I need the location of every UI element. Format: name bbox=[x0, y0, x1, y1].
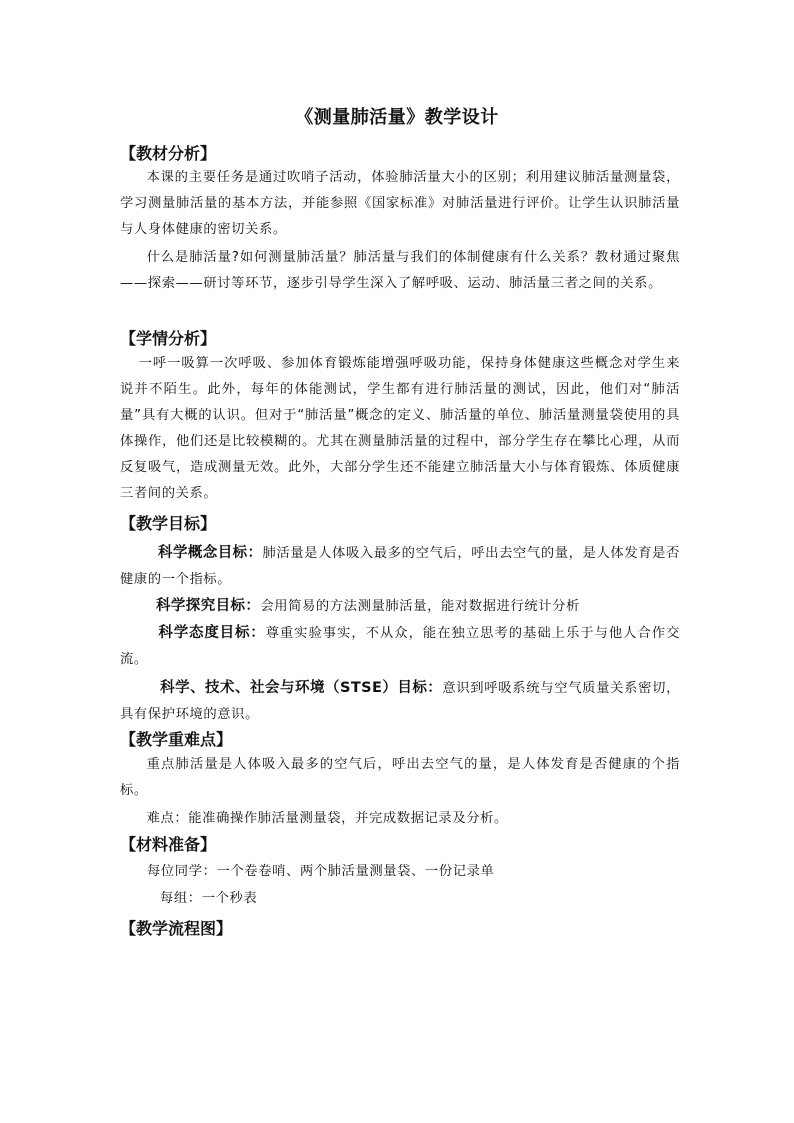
goal-science-concept-text: 肺活量是人体吸入最多的空气后，呼出去空气的量，是人体发育是否健康的一个指标。 bbox=[120, 546, 680, 587]
student-analysis-paragraph: 一呼一吸算一次呼吸、参加体育锻炼能增强呼吸功能，保持身体健康这些概念对学生来说并不陌生。此外，每年的体能测试，学生都有进行肺活量的测试，因此，他们对“肺活量”具有大概的认识。但对于“肺活量”概念的定义、肺活量的单位、肺活量测量袋使用的具体操作，他们还是比较模糊的。尤其在测量肺活量的过程中，部分学生存在攀比心理，从而反复吸气，造成测量无效。此外，大部分学生还不能建立肺活量大小与体育锻炼、体质健康三者间的关系。 bbox=[120, 356, 680, 501]
heading-textbook-analysis: 【教材分析】 bbox=[120, 144, 217, 163]
heading-teaching-flowchart: 【教学流程图】 bbox=[120, 919, 233, 938]
materials-per-student: 每位同学：一个卷卷哨、两个肺活量测量袋、一份记录单 bbox=[147, 864, 495, 879]
document-title: 《测量肺活量》教学设计 bbox=[295, 107, 499, 128]
heading-student-analysis: 【学情分析】 bbox=[120, 329, 217, 348]
goal-science-inquiry bbox=[120, 593, 680, 620]
heading-materials: 【材料准备】 bbox=[120, 835, 217, 854]
heading-key-difficult-points: 【教学重难点】 bbox=[120, 730, 233, 749]
goal-science-inquiry-text: 会用简易的方法测量肺活量，能对数据进行统计分析 bbox=[260, 599, 580, 614]
goal-science-inquiry-label: 科学探究目标： bbox=[156, 598, 261, 614]
goal-science-attitude-label: 科学态度目标： bbox=[158, 625, 266, 641]
goal-stse-label: 科学、技术、社会与环境（STSE）目标： bbox=[160, 680, 443, 696]
goal-science-attitude-text: 尊重实验事实，不从众，能在独立思考的基础上乐于与他人合作交流。 bbox=[120, 626, 680, 667]
textbook-analysis-paragraph-2: 什么是肺活量?如何测量肺活量？肺活量与我们的体制健康有什么关系？教材通过聚焦——探索——研讨等环节，逐步引导学生深入了解呼吸、运动、肺活量三者之间的关系。 bbox=[120, 250, 680, 291]
goal-science-attitude bbox=[120, 620, 680, 673]
textbook-analysis-paragraph-1: 本课的主要任务是通过吹哨子活动，体验肺活量大小的区别；利用建议肺活量测量袋，学习测量肺活量的基本方法，并能参照《国家标准》对肺活量进行评价。让学生认识肺活量与人身体健康的密切关系。 bbox=[120, 170, 680, 237]
materials-per-group: 每组：一个秒表 bbox=[160, 891, 258, 906]
heading-teaching-goals: 【教学目标】 bbox=[120, 514, 217, 533]
goal-science-concept bbox=[120, 540, 680, 593]
goal-stse-text: 意识到呼吸系统与空气质量关系密切，具有保护环境的意识。 bbox=[120, 681, 680, 722]
goal-science-concept-label: 科学概念目标： bbox=[158, 545, 263, 561]
difficult-point-text: 难点：能准确操作肺活量测量袋，并完成数据记录及分析。 bbox=[146, 811, 508, 826]
goal-stse bbox=[120, 675, 680, 728]
key-point-text: 重点肺活量是人体吸入最多的空气后，呼出去空气的量，是人体发育是否健康的个指标。 bbox=[120, 757, 680, 798]
